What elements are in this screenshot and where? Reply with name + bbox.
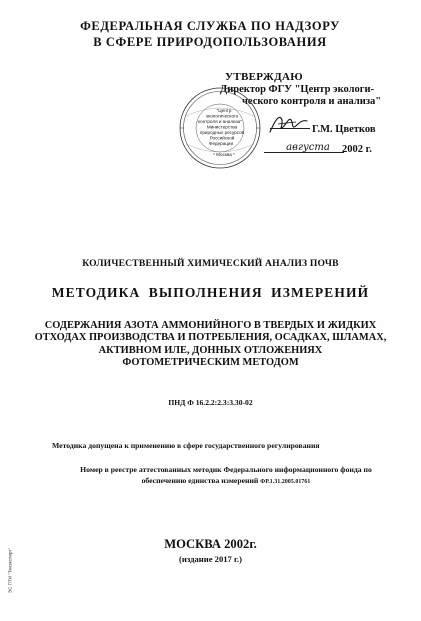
approver-name: Г.М. Цветков: [312, 124, 376, 135]
registry-number: ФР.1.31.2005.01761: [260, 478, 311, 485]
agency-line-1: ФЕДЕРАЛЬНАЯ СЛУЖБА ПО НАДЗОРУ: [80, 19, 340, 33]
approval-heading: УТВЕРЖДАЮ: [225, 71, 303, 83]
subtitle-line-2: ОТХОДАХ ПРОИЗВОДСТВА И ПОТРЕБЛЕНИЯ, ОСАДКАХ, ШЛАМАХ,: [34, 332, 387, 344]
handwritten-date: [278, 138, 338, 159]
stamp-line-5: природных ресурсов: [199, 130, 245, 135]
registry-line-2-prefix: обеспечению единства измерений: [141, 475, 259, 485]
handwritten-date-text: августа: [286, 142, 330, 153]
document-code: ПНД Ф 16.2.2:2.3:3.30-02: [168, 398, 253, 407]
agency-line-2: В СФЕРЕ ПРИРОДОПОЛЬЗОВАНИЯ: [93, 35, 327, 49]
stamp-line-2: экологического: [205, 113, 239, 119]
registry-note: [46, 465, 406, 487]
approval-position-line-2: ческого контроля и анализа": [242, 96, 382, 107]
registry-line-2: [46, 476, 406, 488]
publication-city-year: МОСКВА 2002г.: [164, 537, 257, 551]
stamp-line-7: Федерации: [208, 141, 234, 146]
stamp-line-6: Российской: [209, 135, 235, 141]
permit-note: Методика допущена к применению в сфере государственного регулирования: [52, 441, 320, 450]
edition-note: (издание 2017 г.): [179, 554, 242, 564]
official-stamp: [178, 86, 262, 170]
subtitle-line-4: ФОТОМЕТРИЧЕСКИМ МЕТОДОМ: [122, 357, 299, 369]
document-subtitle: [20, 320, 401, 370]
document-kind: КОЛИЧЕСТВЕННЫЙ ХИМИЧЕСКИЙ АНАЛИЗ ПОЧВ: [82, 258, 339, 269]
registry-line-1: Номер в реестре аттестованных методик Федерального информационного фонда по: [80, 465, 372, 474]
subtitle-line-1: СОДЕРЖАНИЯ АЗОТА АММОНИЙНОГО В ТВЕРДЫХ И ЖИДКИХ: [44, 320, 377, 331]
margin-watermark: ЭС ПТИ "Техэксперт": [7, 547, 13, 594]
stamp-line-8: * Москва *: [213, 152, 235, 157]
stamp-line-3: контроля и анализа": [198, 119, 242, 124]
agency-header: [60, 18, 360, 50]
subtitle-line-3: АКТИВНОМ ИЛЕ, ДОННЫХ ОТЛОЖЕНИЯХ: [98, 344, 323, 356]
stamp-line-4: Министерства: [206, 124, 238, 130]
approval-date-year: 2002 г.: [342, 144, 372, 155]
stamp-line-1: "Центр: [216, 108, 232, 113]
approval-position-line-1: Директор ФГУ "Центр экологи-: [220, 84, 375, 95]
signature: [268, 112, 308, 141]
document-title: МЕТОДИКА ВЫПОЛНЕНИЯ ИЗМЕРЕНИЙ: [51, 285, 370, 300]
